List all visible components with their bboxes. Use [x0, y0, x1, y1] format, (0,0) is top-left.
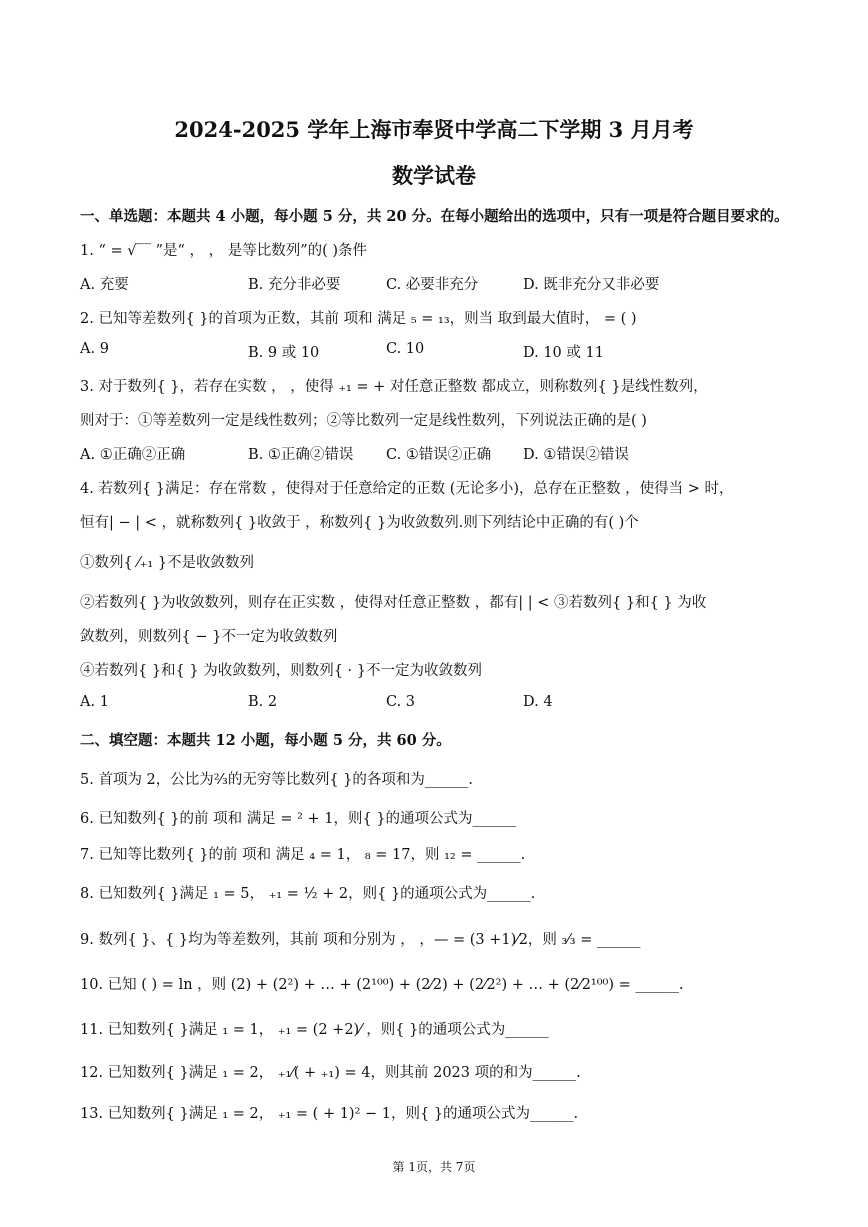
- option-d: D. ①错误②错误: [523, 447, 629, 463]
- option-b: B. 充分非必要: [248, 277, 341, 293]
- question-4-line-1: 4. 若数列{ }满足：存在常数 ，使得对于任意给定的正数 (无论多小)，总存在正整数 ，使得当 > 时，: [80, 481, 734, 497]
- question-12: 12. 已知数列{ }满足 ₁ = 2， ₊₁⁄( + ₊₁) = 4，则其前 2023 项的和为______.: [80, 1065, 581, 1081]
- option-a: A. ①正确②正确: [80, 447, 186, 463]
- question-3-line-1: 3. 对于数列{ }，若存在实数 ， ，使得 ₊₁ = + 对任意正整数 都成立，则称数列{ }是线性数列，: [80, 379, 708, 395]
- page-footer: 第 1页，共 7页: [392, 1160, 476, 1174]
- question-9: 9. 数列{ }、{ }均为等差数列，其前 项和分别为 ， ，— = (3 +1)⁄2，则 ₃⁄₃ = ______: [80, 932, 641, 948]
- question-4-line-3: ①数列{ ⁄₊₁ }不是收敛数列: [80, 555, 255, 571]
- option-d: D. 10 或 11: [523, 345, 604, 361]
- option-a: A. 充要: [80, 277, 129, 293]
- question-3-line-2: 则对于：①等差数列一定是线性数列；②等比数列一定是线性数列，下列说法正确的是( ): [80, 413, 647, 429]
- option-a: A. 9: [80, 341, 109, 357]
- option-c: C. 3: [386, 694, 416, 710]
- option-a: A. 1: [80, 694, 109, 710]
- question-10: 10. 已知 ( ) = ln ，则 (2) + (2²) + … + (2¹⁰⁰) + (2⁄2) + (2⁄2²) + … + (2⁄2¹⁰⁰) = ______.: [80, 977, 684, 993]
- section-2-heading: 二、填空题：本题共 12 小题，每小题 5 分，共 60 分。: [80, 732, 451, 749]
- question-11: 11. 已知数列{ }满足 ₁ = 1， ₊₁ = (2 +2)⁄ ，则{ }的通项公式为______: [80, 1022, 549, 1038]
- question-7: 7. 已知等比数列{ }的前 项和 满足 ₄ = 1， ₈ = 17，则 ₁₂ = ______.: [80, 847, 526, 863]
- exam-subtitle: 数学试卷: [392, 163, 476, 188]
- option-d: D. 既非充分又非必要: [523, 277, 660, 293]
- question-5: 5. 首项为 2，公比为²⁄₃的无穷等比数列{ }的各项和为______.: [80, 772, 473, 788]
- question-4-line-2: 恒有| − | < ，就称数列{ }收敛于 ，称数列{ }为收敛数列.则下列结论中正确的有( )个: [80, 515, 639, 531]
- question-8: 8. 已知数列{ }满足 ₁ = 5， ₊₁ = ½ + 2，则{ }的通项公式为______.: [80, 886, 536, 902]
- option-c: C. 10: [386, 341, 425, 357]
- question-2: 2. 已知等差数列{ }的首项为正数，其前 项和 满足 ₅ = ₁₃，则当 取到最大值时， = ( ): [80, 311, 637, 327]
- option-c: C. 必要非充分: [386, 277, 479, 293]
- question-6: 6. 已知数列{ }的前 项和 满足 = ² + 1，则{ }的通项公式为______: [80, 811, 517, 827]
- question-4-line-5: 敛数列，则数列{ − }不一定为收敛数列: [80, 629, 338, 645]
- exam-title: 2024-2025 学年上海市奉贤中学高二下学期 3 月月考: [174, 117, 694, 142]
- option-b: B. 9 或 10: [248, 345, 320, 361]
- question-4-line-6: ④若数列{ }和{ } 为收敛数列，则数列{ · }不一定为收敛数列: [80, 663, 483, 679]
- section-1-heading: 一、单选题：本题共 4 小题，每小题 5 分，共 20 分。在每小题给出的选项中，只有一项是符合题目要求的。: [80, 208, 789, 225]
- option-c: C. ①错误②正确: [386, 447, 492, 463]
- question-1: 1. “ = √‾‾ ”是“ ， ， 是等比数列”的( )条件: [80, 243, 368, 259]
- option-d: D. 4: [523, 694, 553, 710]
- option-b: B. 2: [248, 694, 278, 710]
- question-13: 13. 已知数列{ }满足 ₁ = 2， ₊₁ = ( + 1)² − 1，则{ }的通项公式为______.: [80, 1106, 579, 1122]
- question-4-line-4: ②若数列{ }为收敛数列，则存在正实数 ，使得对任意正整数 ，都有| | < ③若数列{ }和{ } 为收: [80, 595, 707, 611]
- option-b: B. ①正确②错误: [248, 447, 354, 463]
